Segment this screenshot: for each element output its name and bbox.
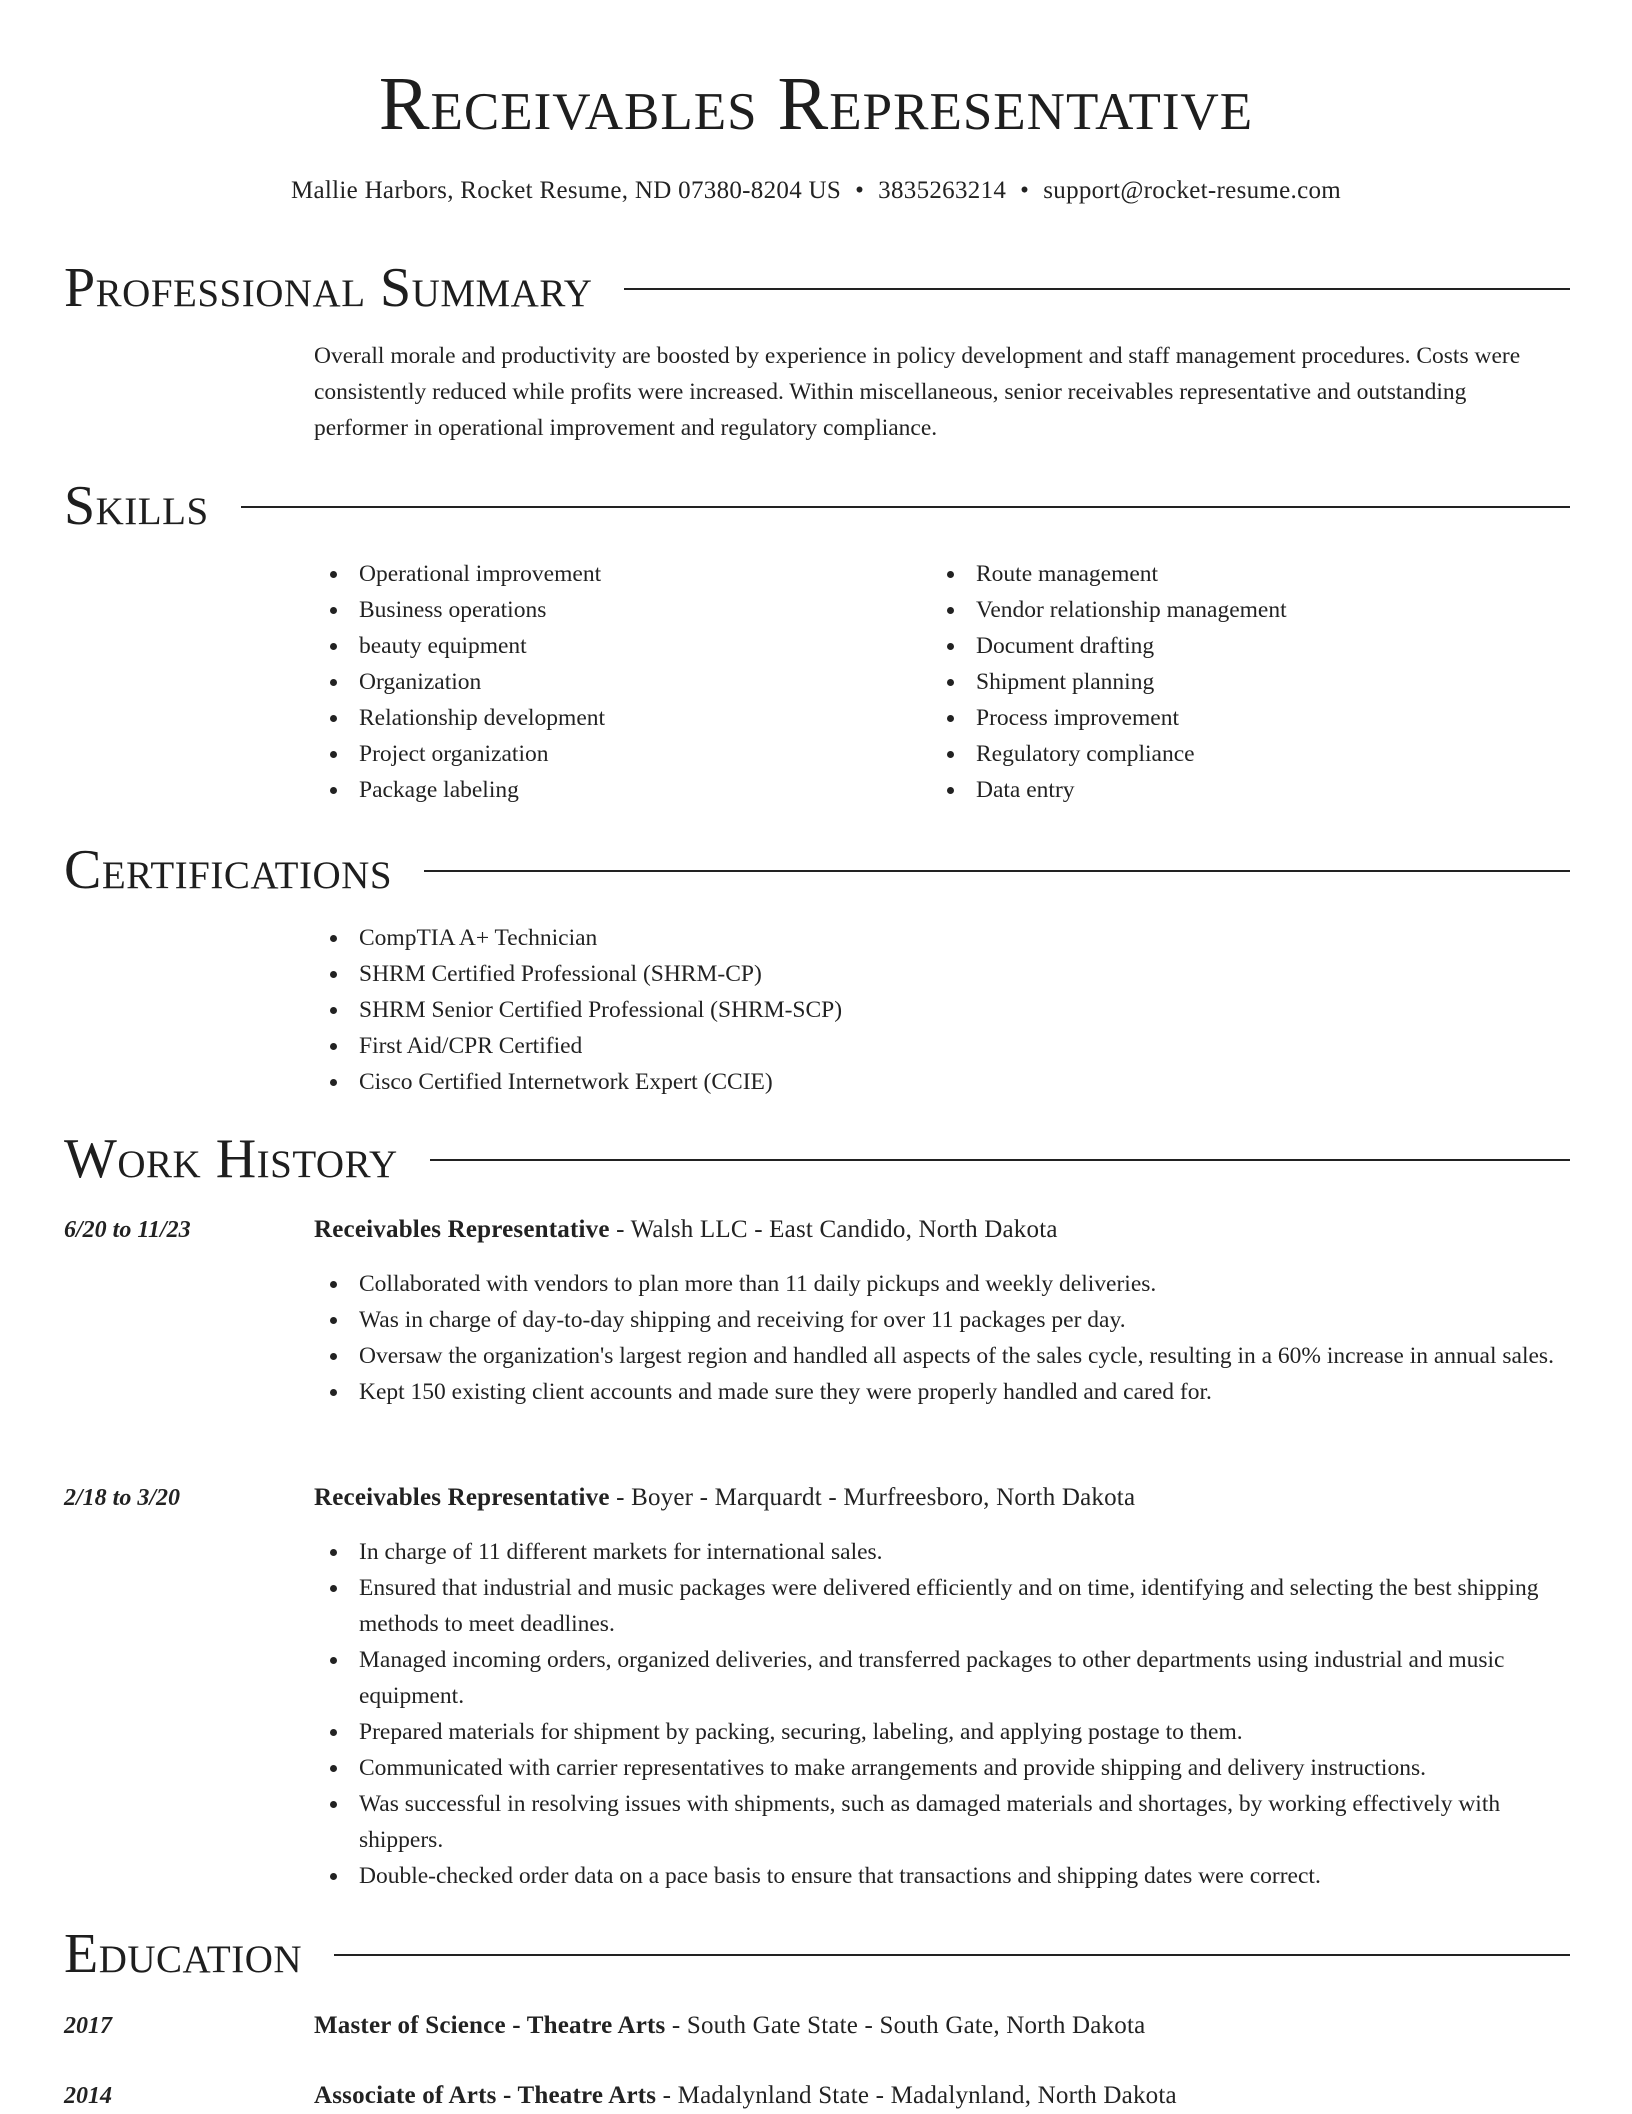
section-divider (430, 1159, 1570, 1161)
responsibility-item: Double-checked order data on a pace basis to ensure that transactions and shipping dates were correct. (314, 1858, 1554, 1894)
certification-item: SHRM Certified Professional (SHRM-CP) (314, 956, 1314, 992)
work-history-section-heading (64, 1127, 1570, 1191)
skills-column-right (931, 556, 1531, 808)
responsibility-item: Was successful in resolving issues with shipments, such as damaged materials and shortages, by working effectively with shippers. (314, 1786, 1554, 1858)
contact-address: Mallie Harbors, Rocket Resume, ND 07380-8204 US (290, 177, 842, 204)
job-company: - Walsh LLC - East Candido, North Dakota (609, 1216, 1058, 1243)
skill-item: Route management (931, 556, 1531, 592)
responsibility-item: Collaborated with vendors to plan more than 11 daily pickups and weekly deliveries. (314, 1266, 1554, 1302)
job-title: Receivables Representative (314, 1484, 610, 1511)
certifications-block (314, 920, 1314, 1100)
summary-text: Overall morale and productivity are boosted by experience in policy development and staff management procedures. Costs were consistently reduced while profits were increased. Within miscellaneous, senior receivables representative and outstanding performer in operational improvement and regulatory compliance. (314, 343, 1521, 441)
responsibility-item: Was in charge of day-to-day shipping and receiving for over 11 packages per day. (314, 1302, 1554, 1338)
skill-item: Operational improvement (314, 556, 914, 592)
job-responsibilities (314, 1266, 1554, 1410)
responsibility-item: Kept 150 existing client accounts and made sure they were properly handled and cared for. (314, 1374, 1554, 1410)
skills-column-left (314, 556, 914, 808)
certification-item: First Aid/CPR Certified (314, 1028, 1314, 1064)
responsibility-list (314, 1266, 1554, 1410)
skills-list (314, 556, 914, 808)
education-section-heading (64, 1922, 1570, 1986)
responsibility-item: Communicated with carrier representatives to make arrangements and provide shipping and delivery instructions. (314, 1750, 1554, 1786)
certifications-list (314, 920, 1314, 1100)
job-heading (314, 1480, 1566, 1516)
responsibility-item: Prepared materials for shipment by packing, securing, labeling, and applying postage to them. (314, 1714, 1554, 1750)
responsibility-item: In charge of 11 different markets for international sales. (314, 1534, 1554, 1570)
skill-item: Data entry (931, 772, 1531, 808)
section-divider (241, 506, 1570, 508)
responsibility-item: Managed incoming orders, organized deliveries, and transferred packages to other departments using industrial and music equipment. (314, 1642, 1554, 1714)
summary-section-heading (64, 256, 1570, 320)
contact-email: support@rocket-resume.com (1043, 177, 1342, 204)
skills-section-heading (64, 474, 1570, 538)
skill-item: Vendor relationship management (931, 592, 1531, 628)
section-divider (624, 288, 1570, 290)
skills-list (931, 556, 1531, 808)
education-school: - South Gate State - South Gate, North Dakota (665, 2012, 1146, 2039)
job-dates: 2/18 to 3/20 (64, 1485, 181, 1511)
contact-separator: • (855, 177, 865, 204)
section-heading-text: Skills (64, 475, 209, 537)
skill-item: Shipment planning (931, 664, 1531, 700)
job-dates: 6/20 to 11/23 (64, 1217, 191, 1243)
section-divider (334, 1954, 1570, 1956)
education-entry (314, 2008, 1566, 2044)
skill-item: Organization (314, 664, 914, 700)
responsibility-item: Ensured that industrial and music packages were delivered efficiently and on time, identifying and selecting the best shipping methods to meet deadlines. (314, 1570, 1554, 1642)
job-heading (314, 1212, 1566, 1248)
contact-phone: 3835263214 (878, 177, 1007, 204)
education-school: - Madalynland State - Madalynland, North Dakota (656, 2082, 1177, 2109)
responsibility-item: Oversaw the organization's largest region and handled all aspects of the sales cycle, resulting in a 60% increase in annual sales. (314, 1338, 1554, 1374)
education-year: 2014 (64, 2083, 112, 2109)
certification-item: CompTIA A+ Technician (314, 920, 1314, 956)
skill-item: Project organization (314, 736, 914, 772)
skill-item: Relationship development (314, 700, 914, 736)
education-year: 2017 (64, 2013, 112, 2039)
skill-item: Package labeling (314, 772, 914, 808)
education-degree: Associate of Arts - Theatre Arts (314, 2082, 657, 2109)
job-title: Receivables Representative (314, 1216, 610, 1243)
section-heading-text: Certifications (64, 839, 393, 901)
resume-title: Receivables Representative (378, 62, 1254, 146)
job-responsibilities (314, 1534, 1554, 1894)
responsibility-list (314, 1534, 1554, 1894)
job-company: - Boyer - Marquardt - Murfreesboro, North Dakota (609, 1484, 1136, 1511)
section-heading-text: Work History (64, 1128, 398, 1190)
certification-item: Cisco Certified Internetwork Expert (CCIE) (314, 1064, 1314, 1100)
contact-line (0, 174, 1632, 208)
skill-item: Business operations (314, 592, 914, 628)
skill-item: beauty equipment (314, 628, 914, 664)
contact-separator: • (1020, 177, 1030, 204)
section-heading-text: Professional Summary (64, 257, 593, 319)
section-heading-text: Education (64, 1923, 303, 1985)
certification-item: SHRM Senior Certified Professional (SHRM-SCP) (314, 992, 1314, 1028)
skill-item: Process improvement (931, 700, 1531, 736)
skill-item: Regulatory compliance (931, 736, 1531, 772)
section-divider (424, 870, 1570, 872)
education-degree: Master of Science - Theatre Arts (314, 2012, 666, 2039)
certifications-section-heading (64, 838, 1570, 902)
education-entry (314, 2078, 1566, 2114)
skill-item: Document drafting (931, 628, 1531, 664)
